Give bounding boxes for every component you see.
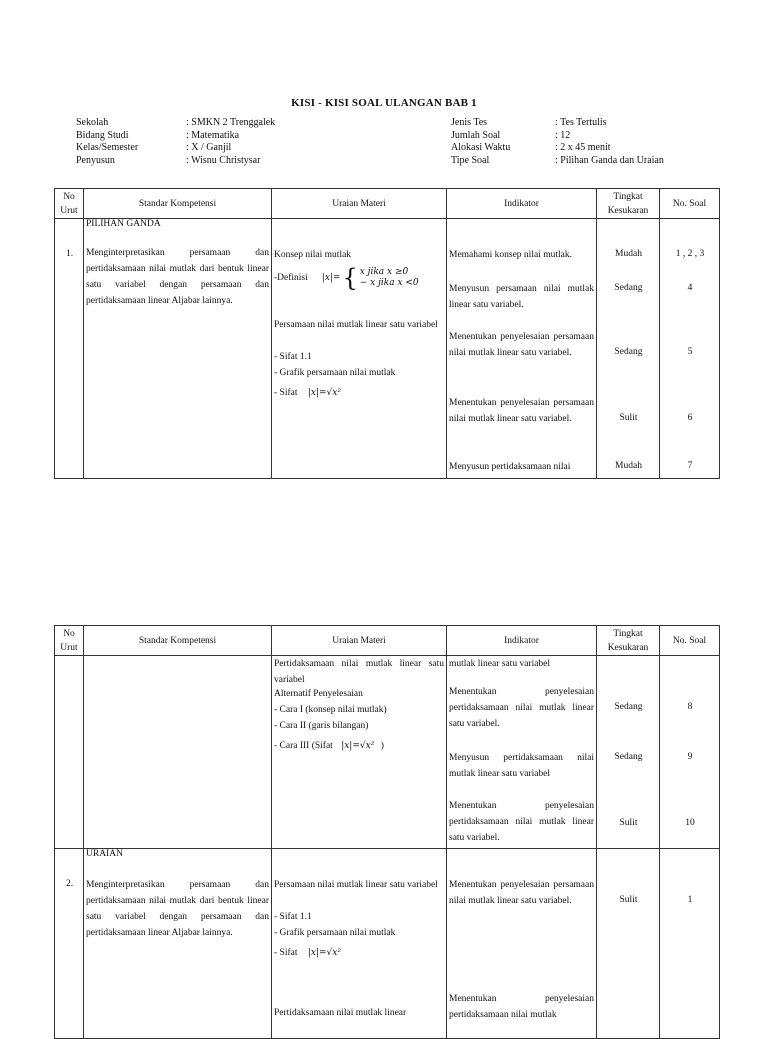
indikator-text: mutlak linear satu variabel (449, 659, 551, 669)
tingkat-value: Sulit (619, 413, 638, 423)
materi-persamaan: Persamaan nilai mutlak linear satu variabel (274, 320, 438, 330)
materi-definisi: -Definisi (274, 273, 308, 283)
tingkat-cell (597, 656, 660, 849)
header-standar-kompetensi: Standar Kompetensi (84, 189, 272, 219)
no-cell (55, 656, 84, 849)
sk-cell (84, 656, 272, 849)
info-left (76, 117, 275, 167)
formula-cases (360, 267, 419, 289)
document-title: KISI - KISI SOAL ULANGAN BAB 1 (291, 97, 477, 109)
info-value: : Tes Tertulis (555, 117, 607, 128)
info-label: Alokasi Waktu (451, 142, 511, 153)
info-label: Jumlah Soal (451, 129, 501, 141)
header-indikator: Indikator (447, 189, 597, 219)
indikator-cell (447, 219, 597, 479)
info-label: Sekolah (76, 117, 109, 128)
indikator-cell (447, 849, 597, 1039)
formula-case: − x jika x <0 (359, 278, 419, 288)
tingkat-value: Sedang (614, 283, 643, 293)
definition-formula (321, 264, 419, 292)
materi-cara-3 (274, 738, 384, 754)
row-number: 1. (65, 249, 74, 259)
info-value: : SMKN 2 Trenggalek (186, 117, 276, 128)
info-row (76, 130, 275, 143)
tingkat-value: Mudah (615, 461, 642, 471)
info-row (76, 142, 275, 155)
info-value: : Pilihan Ganda dan Uraian (555, 154, 664, 166)
soal-value: 8 (687, 702, 693, 712)
table-row (55, 849, 720, 1039)
header-uraian-materi: Uraian Materi (272, 626, 447, 656)
info-row (76, 117, 275, 130)
info-value: : 2 x 45 menit (555, 142, 611, 153)
indikator-text: Menentukan penyelesaian pertidaksamaan nilai mutlak linear satu variabel. (449, 801, 594, 843)
info-row (451, 130, 664, 143)
soal-value: 1 (687, 895, 693, 905)
materi-grafik: - Grafik persamaan nilai mutlak (274, 368, 396, 378)
cara-3-label: - Cara III (Sifat (274, 741, 333, 751)
row-number: 2. (65, 879, 74, 889)
info-value: : 12 (555, 129, 571, 141)
definisi-block (274, 264, 419, 292)
indikator-cell (447, 656, 597, 849)
indikator-text: Menentukan penyelesaian persamaan nilai mutlak linear satu variabel. (449, 398, 594, 424)
no-cell (55, 849, 84, 1039)
indikator-text: Menentukan penyelesaian persamaan nilai mutlak linear satu variabel. (449, 880, 594, 906)
section-heading: URAIAN (86, 849, 123, 859)
header-tingkat-kesukaran: Tingkat Kesukaran (597, 626, 660, 656)
no-cell (55, 219, 84, 479)
materi-grafik: - Grafik persamaan nilai mutlak (274, 928, 396, 938)
soal-value: 7 (687, 461, 693, 471)
header-no: No Urut (55, 189, 84, 219)
soal-value: 9 (687, 752, 693, 762)
indikator-text: Menyusun pertidaksamaan nilai (449, 462, 571, 472)
header-uraian-materi: Uraian Materi (272, 189, 447, 219)
info-value: : X / Ganjil (186, 142, 232, 153)
tingkat-value: Sedang (614, 702, 643, 712)
soal-value: 5 (687, 347, 693, 357)
info-row (451, 155, 664, 168)
sk-cell (84, 849, 272, 1039)
tingkat-value: Sulit (619, 818, 638, 828)
materi-cara-1: - Cara I (konsep nilai mutlak) (274, 705, 387, 715)
header-tingkat-kesukaran: Tingkat Kesukaran (597, 189, 660, 219)
brace-icon: { (342, 264, 358, 292)
materi-sifat-line (274, 945, 341, 961)
sk-cell (84, 219, 272, 479)
no-soal-cell (660, 219, 720, 479)
indikator-text: Menyusun pertidaksamaan nilai mutlak linear satu variabel (449, 753, 594, 779)
tingkat-value: Sedang (614, 347, 643, 357)
soal-value: 1 , 2 , 3 (675, 249, 705, 259)
table-row (55, 219, 720, 479)
materi-cell (272, 849, 447, 1039)
soal-value: 6 (687, 413, 693, 423)
sifat-formula: |x|=√x² (307, 948, 341, 958)
formula-case: x jika x ≥0 (359, 267, 409, 277)
tingkat-cell (597, 849, 660, 1039)
standar-kompetensi-text: Menginterpretasikan persamaan dan pertidaksamaan nilai mutlak dari bentuk linear satu variabel dengan persamaan dan pertidaksamaan linear Aljabar lainnya. (86, 248, 269, 306)
materi-sifat: - Sifat (274, 388, 298, 398)
no-soal-cell (660, 656, 720, 849)
cara-3-formula: |x|=√x² (341, 741, 375, 751)
tingkat-cell (597, 219, 660, 479)
indikator-text: Menentukan penyelesaian persamaan nilai mutlak linear satu variabel. (449, 332, 594, 358)
header-indikator: Indikator (447, 626, 597, 656)
info-label: Penyusun (76, 154, 115, 166)
tingkat-value: Mudah (615, 249, 642, 259)
info-row (451, 117, 664, 130)
materi-sifat: - Sifat (274, 948, 298, 958)
header-standar-kompetensi: Standar Kompetensi (84, 626, 272, 656)
info-value: : Matematika (186, 129, 240, 141)
indikator-text: Menentukan penyelesaian pertidaksamaan nilai mutlak (449, 994, 594, 1020)
header-no: No Urut (55, 626, 84, 656)
materi-cara-2: - Cara II (garis bilangan) (274, 721, 369, 731)
materi-sifat-1-1: - Sifat 1.1 (274, 352, 312, 362)
info-right (451, 117, 664, 167)
header-no-soal: No. Soal (660, 626, 720, 656)
info-label: Bidang Studi (76, 129, 129, 141)
soal-value: 4 (687, 283, 693, 293)
info-label: Kelas/Semester (76, 142, 139, 153)
formula-lhs: |x|= (321, 273, 341, 283)
materi-konsep: Konsep nilai mutlak (274, 250, 352, 260)
materi-alternatif: Alternatif Penyelesaian (274, 689, 363, 699)
info-value: : Wisnu Christysar (186, 154, 261, 166)
soal-value: 10 (685, 818, 695, 828)
tingkat-value: Sedang (614, 752, 643, 762)
table-header-row (55, 626, 720, 656)
materi-sifat-1-1: - Sifat 1.1 (274, 912, 312, 922)
standar-kompetensi-text: Menginterpretasikan persamaan dan pertidaksamaan nilai mutlak dari bentuk linear satu variabel dengan persamaan dan pertidaksamaan linear Aljabar lainnya. (86, 880, 269, 938)
materi-cell (272, 219, 447, 479)
table-header-row (55, 189, 720, 219)
cara-3-close: ) (380, 741, 384, 751)
materi-pertidaksamaan: Pertidaksamaan nilai mutlak linear (274, 1008, 407, 1018)
no-soal-cell (660, 849, 720, 1039)
materi-sifat-line (274, 385, 341, 401)
info-label: Tipe Soal (451, 154, 490, 166)
kisi-table-page1 (54, 188, 720, 479)
indikator-text: Menyusun persamaan nilai mutlak linear satu variabel. (449, 284, 594, 310)
materi-persamaan: Persamaan nilai mutlak linear satu variabel (274, 880, 438, 890)
info-label: Jenis Tes (451, 117, 488, 128)
tingkat-value: Sulit (619, 895, 638, 905)
indikator-text: Memahami konsep nilai mutlak. (449, 250, 572, 260)
materi-pertidaksamaan: Pertidaksamaan nilai mutlak linear satu variabel (274, 659, 444, 685)
sifat-formula: |x|=√x² (307, 388, 341, 398)
info-row (76, 155, 275, 168)
materi-cell (272, 656, 447, 849)
kisi-table-page2 (54, 625, 720, 1039)
info-row (451, 142, 664, 155)
indikator-text: Menentukan penyelesaian pertidaksamaan nilai mutlak linear satu variabel. (449, 687, 594, 729)
table-row (55, 656, 720, 849)
section-heading: PILIHAN GANDA (86, 219, 161, 229)
header-no-soal: No. Soal (660, 189, 720, 219)
